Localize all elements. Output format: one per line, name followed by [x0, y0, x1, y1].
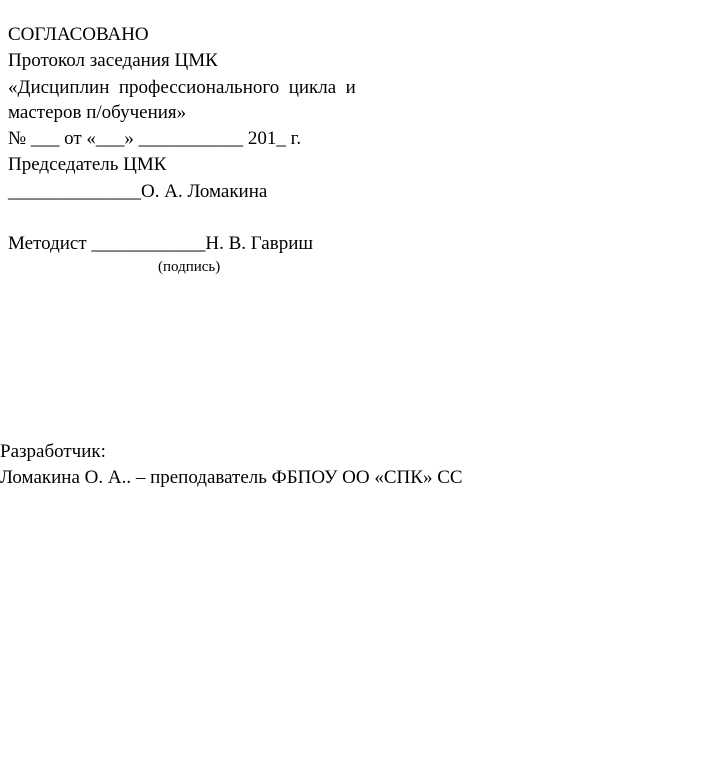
approval-heading: СОГЛАСОВАНО: [8, 24, 149, 45]
chair-signature-line: ______________О. А. Ломакина: [8, 181, 268, 202]
developer-details: Ломакина О. А.. – преподаватель ФБПОУ ОО «СПК» СС: [0, 467, 463, 488]
commission-line-1: «Дисциплин профессионального цикла и: [8, 77, 356, 98]
signature-caption: (подпись): [158, 259, 221, 275]
developer-label: Разработчик:: [0, 441, 106, 462]
chair-title: Председатель ЦМК: [8, 154, 167, 175]
protocol-number-date: № ___ от «___» ___________ 201_ г.: [8, 128, 302, 149]
methodist-signature-line: Методист ____________Н. В. Гавриш: [8, 233, 314, 254]
protocol-line: Протокол заседания ЦМК: [8, 50, 218, 71]
commission-line-2: мастеров п/обучения»: [8, 102, 187, 123]
